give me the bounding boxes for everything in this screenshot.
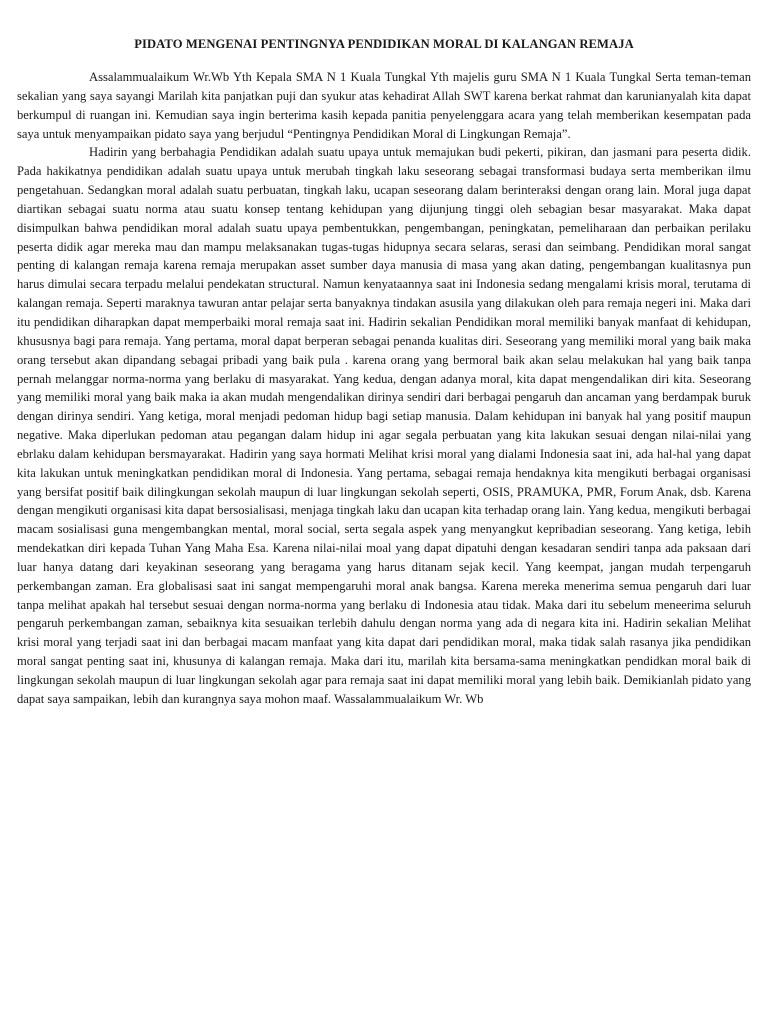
- document-title: PIDATO MENGENAI PENTINGNYA PENDIDIKAN MORAL DI KALANGAN REMAJA: [134, 37, 634, 51]
- paragraph-body: Hadirin yang berbahagia Pendidikan adalah suatu upaya untuk memajukan budi pekerti, pikiran, dan jasmani para peserta didik. Pada hakikatnya pendidikan adalah suatu upaya untuk merubah tingkah laku seseorang sebagai transformasi budaya serta memberikan ilmu pengetahuan. Sedangkan moral adalah suatu perbuatan, tingkah laku, ucapan seseorang dalam berinteraksi dengan orang lain. Moral juga dapat diartikan sebagai suatu norma atau suatu konsep tentang kehidupan yang dijunjung tinggi oleh sebagian besar masyarakat. Maka dapat disimpulkan bahwa pendidikan moral adalah suatu upaya pembentukkan, pengembangan, peningkatan, pemeliharaan dan perbaikan perilaku peserta didik agar mereka mau dan mampu melaksanakan tugas-tugas hidupnya secara selaras, serasi dan seimbang. Pendidikan moral sangat penting di kalangan remaja karena remaja merupakan asset sumber daya manusia di masa yang akan dating, pengembangan kualitasnya pun harus dimulai secara terpadu melalui pendekatan structural. Namun kenyataannya saat ini Indonesia sedang mengalami krisis moral, terutama di kalangan remaja. Seperti maraknya tawuran antar pelajar serta banyaknya tindakan asusila yang dilakukan oleh para remaja negeri ini. Maka dari itu pendidikan diharapkan dapat memperbaiki moral remaja saat ini. Hadirin sekalian Pendidikan moral memiliki banyak manfaat di kehidupan, khususnya bagi para remaja. Yang pertama, moral dapat berperan sebagai penanda kualitas diri. Seseorang yang memiliki moral yang baik maka orang tersebut akan dipandang sebagai pribadi yang baik pula . karena orang yang bermoral baik akan selau melakukan hal yang baik tanpa pernah melanggar norma-norma yang berlaku di masyarakat. Yang kedua, dengan adanya moral, kita dapat mengendalikan diri kita. Seseorang yang memiliki moral yang baik maka ia akan mudah mengendalikan dirinya sendiri dari berbagai pengaruh dan ancaman yang berdampak buruk dengan dirinya sendiri. Yang ketiga, moral menjadi pedoman hidup bagi setiap manusia. Dalam kehidupan ini banyak hal yang positif maupun negative. Maka diperlukan pedoman atau pegangan dalam hidup ini agar segala perbuatan yang kita lakukan sesuai dengan nilai-nilai yang ebrlaku dalam kehidupan bersmayarakat. Hadirin yang saya hormati Melihat krisi moral yang dialami Indonesia saat ini, ada hal-hal yang dapat kita lakukan untuk meningkatkan pendidikan moral di Indonesia. Yang pertama, sebagai remaja hendaknya kita mengikuti berbagai organisasi yang bersifat positif baik dilingkungan sekolah maupun di luar lingkungan sekolah seperti, OSIS, PRAMUKA, PMR, Forum Anak, dsb. Karena dengan mengikuti organisasi kita dapat bersosialisasi, menjaga tingkah laku dan ucapan kita terhadap orang lain. Yang kedua, mengikuti berbagai macam sosialisasi guna mengembangkan mental, moral social, serta segala aspek yang menyangkut kepribadian seseorang. Yang ketiga, lebih mendekatkan diri kepada Tuhan Yang Maha Esa. Karena nilai-nilai moal yang dapat dipatuhi dengan kesadaran sendiri tanpa ada paksaan dari luar hanya datang dari keyakinan seseorang yang beragama yang harus ditanam sejak kecil. Yang keempat, jangan mudah terpengaruh perkembangan zaman. Era globalisasi saat ini sangat mempengaruhi moral anak bangsa. Karena mereka menerima semua pengaruh dari luar tanpa melihat apakah hal tersebut sesuai dengan norma-norma yang berlaku di Indonesia atau tidak. Maka dari itu sebelum meneerima seluruh pengaruh perkembangan zaman, sebaiknya kita sesuaikan terlebih dahulu dengan norma yang ada di negara kita ini. Hadirin sekalian Melihat krisi moral yang terjadi saat ini dan berbagai macam manfaat yang kita dapat dari pendidikan moral, maka tidak salah rasanya jika pendidikan moral sangat penting saat ini, khusunya di kalangan remaja. Maka dari itu, marilah kita bersama-sama meningkatkan pendidkan moral baik di lingkungan sekolah maupun di luar lingkungan sekolah agar para remaja saat ini dapat memiliki moral yang lebih baik. Demikianlah pidato yang dapat saya sampaikan, lebih dan kurangnya saya mohon maaf. Wassalammualaikum Wr. Wb: [17, 145, 751, 706]
- paragraph-opening: Assalammualaikum Wr.Wb Yth Kepala SMA N 1 Kuala Tungkal Yth majelis guru SMA N 1 Kuala Tungkal Serta teman-teman sekalian yang saya sayangi Marilah kita panjatkan puji dan syukur atas kehadirat Allah SWT karena berkat rahmat dan karunianyalah kita dapat berkumpul di ruangan ini. Kemudian saya ingin berterima kasih kepada panitia penyelenggara acara yang telah memberikan kesempatan pada saya untuk menyampaikan pidato saya yang berjudul “Pentingnya Pendidikan Moral di Lingkungan Remaja”.: [17, 70, 751, 141]
